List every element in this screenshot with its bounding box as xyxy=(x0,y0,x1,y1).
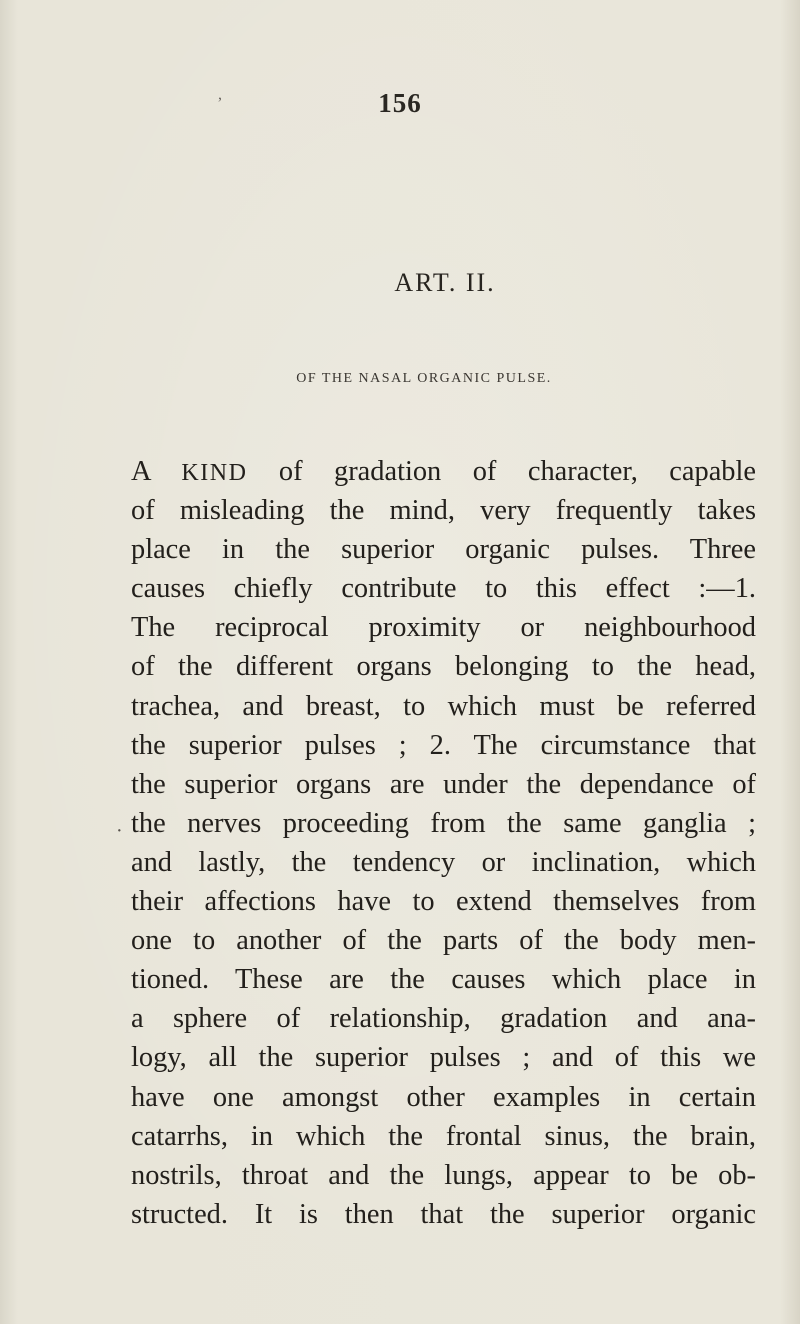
text-line: catarrhs, in which the frontal sinus, the brain, xyxy=(131,1120,756,1152)
margin-mark: · xyxy=(116,820,123,842)
text-line: of misleading the mind, very frequently takes xyxy=(131,495,756,527)
text-line: and lastly, the tendency or inclination, which xyxy=(131,846,756,878)
text-line xyxy=(131,452,756,491)
text-line: the superior organs are under the dependance of xyxy=(131,768,756,800)
text-line: the nerves proceeding from the same ganglia ; xyxy=(131,807,756,839)
text-line: one to another of the parts of the body men- xyxy=(131,925,756,957)
text-line: trachea, and breast, to which must be referred xyxy=(131,690,756,722)
lead-small-caps: KIND xyxy=(181,460,248,486)
text-line: nostrils, throat and the lungs, appear to be ob- xyxy=(131,1159,756,1191)
text-line: the superior pulses ; 2. The circumstance that xyxy=(131,729,756,761)
lead-capital: A xyxy=(131,456,150,487)
text-line: a sphere of relationship, gradation and ana- xyxy=(131,1003,756,1035)
text-line: of the different organs belonging to the head, xyxy=(131,651,756,683)
text-line: their affections have to extend themselves from xyxy=(131,886,756,918)
article-heading: ART. II. xyxy=(394,268,496,297)
text-line: logy, all the superior pulses ; and of this we xyxy=(131,1042,756,1074)
text-line: place in the superior organic pulses. Three xyxy=(131,534,756,566)
text-line: causes chiefly contribute to this effect :—1. xyxy=(131,573,756,605)
text-line-content: of gradation of character, capable xyxy=(247,456,756,487)
text-line: The reciprocal proximity or neighbourhood xyxy=(131,612,756,644)
text-line: have one amongst other examples in certain xyxy=(131,1081,756,1113)
page-number: 156 xyxy=(378,88,422,118)
body-text xyxy=(131,452,756,1234)
page-mark-decoration: , xyxy=(218,86,222,103)
article-subtitle: OF THE NASAL ORGANIC PULSE. xyxy=(296,371,552,386)
text-line: tioned. These are the causes which place in xyxy=(131,964,756,996)
text-line: structed. It is then that the superior organic xyxy=(131,1198,756,1230)
